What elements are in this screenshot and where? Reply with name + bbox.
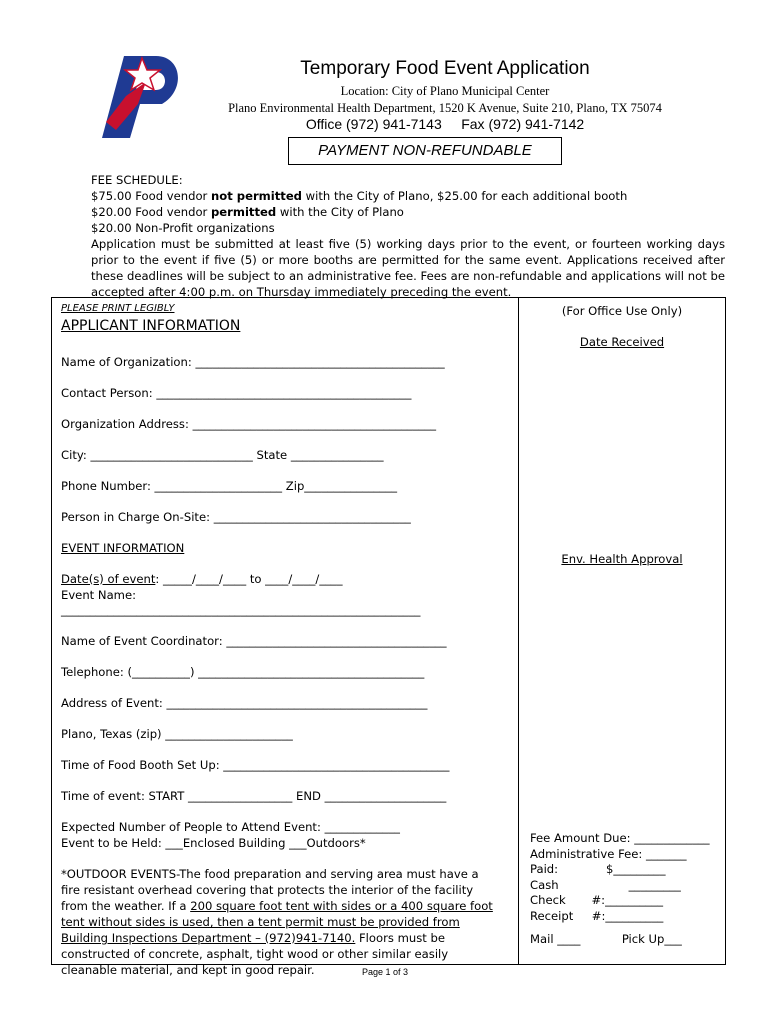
event-name-field[interactable]: ______________________________________________________________ (61, 603, 421, 617)
event-name-label: Event Name: (61, 588, 137, 602)
organization-address-field[interactable]: Organization Address: __________________________________________ (61, 417, 437, 431)
cash-field[interactable]: Cash _________ (530, 877, 681, 892)
telephone-field[interactable]: Telephone: (__________) _______________________________________ (61, 665, 425, 679)
event-time-field[interactable]: Time of event: START __________________ END _____________________ (61, 789, 447, 803)
mail-option[interactable]: Mail ____ (530, 932, 581, 946)
page-number: Page 1 of 3 (361, 967, 409, 977)
submission-deadline-note: Application must be submitted at least five (5) working days prior to the event, or fourteen working days prior to the event if five (5) or more booths are permitted for the same event. Applications received after these deadlines will be subject to an administrative fee. Fees are non-refundable and applications will not be accepted after 4:00 p.m. on Thursday immediately preceding the event. (91, 237, 725, 299)
contact-phones (0, 116, 770, 132)
organization-name-field[interactable]: Name of Organization: ___________________________________________ (61, 355, 445, 369)
department-address: Plano Environmental Health Department, 1520 K Avenue, Suite 210, Plano, TX 75074 (228, 101, 662, 115)
booth-setup-time-field[interactable]: Time of Food Booth Set Up: _______________________________________ (61, 758, 450, 772)
check-number-field[interactable]: Check #:__________ (530, 893, 664, 907)
fee-amount-due-field[interactable]: Fee Amount Due: _____________ (530, 831, 710, 845)
page-title: Temporary Food Event Application (300, 58, 590, 79)
outdoor-events-note: *OUTDOOR EVENTS-The food preparation and serving area must have a fire resistant overhead covering that protects the interior of the facility from the weather. If a 200 square foot tent with sides or a 400 square foot tent without sides is used, then a tent permit must be provided from Building Inspections Department – (972)941-7140. Floors must be constructed of concrete, asphalt, tight wood or other similar easily cleanable material, and kept in good repair. (61, 867, 493, 977)
administrative-fee-field[interactable]: Administrative Fee: _______ (530, 846, 687, 861)
office-use-heading: (For Office Use Only) (561, 304, 683, 318)
expected-attendance-field[interactable]: Expected Number of People to Attend Event: _____________ (61, 820, 400, 834)
fax-number: Fax (972) 941-7142 (461, 116, 585, 132)
city-state-field[interactable]: City: ____________________________ State ________________ (61, 448, 384, 462)
event-address-field[interactable]: Address of Event: _____________________________________________ (61, 696, 428, 710)
office-fee-block (530, 831, 710, 948)
zip-field[interactable]: Plano, Texas (zip) ______________________ (61, 727, 293, 741)
phone-zip-field[interactable]: Phone Number: ______________________ Zip________________ (61, 479, 398, 493)
env-health-approval-label: Env. Health Approval (561, 552, 683, 566)
fee-line-permitted: $20.00 Food vendor permitted with the City of Plano (91, 205, 404, 219)
fee-line-not-permitted: $75.00 Food vendor not permitted with the City of Plano, $25.00 for each additional booth (91, 189, 628, 203)
event-venue-type-field[interactable]: Event to be Held: ___Enclosed Building ___Outdoors* (61, 836, 366, 850)
person-in-charge-field[interactable]: Person in Charge On-Site: __________________________________ (61, 510, 411, 524)
date-received-label: Date Received (579, 335, 665, 349)
receipt-number-field[interactable]: Receipt #:__________ (530, 908, 664, 923)
contact-person-field[interactable]: Contact Person: ____________________________________________ (61, 386, 412, 400)
fee-schedule-heading: FEE SCHEDULE: (91, 173, 183, 187)
event-coordinator-field[interactable]: Name of Event Coordinator: ______________________________________ (61, 634, 447, 648)
office-use-divider (518, 297, 519, 965)
office-phone: Office (972) 941-7143 (305, 116, 442, 132)
delivery-method-row (530, 932, 710, 948)
event-dates-field[interactable]: Date(s) of event: _____/____/____ to ____/____/____ (61, 572, 343, 586)
location-line: Location: City of Plano Municipal Center (340, 84, 550, 98)
paid-field[interactable]: Paid: $_________ (530, 862, 666, 876)
applicant-information-heading: APPLICANT INFORMATION (61, 318, 241, 334)
pickup-option[interactable]: Pick Up___ (621, 932, 682, 946)
fee-schedule (91, 172, 725, 300)
event-information-heading: EVENT INFORMATION (61, 541, 185, 555)
fee-line-non-profit: $20.00 Non-Profit organizations (91, 221, 275, 235)
payment-non-refundable-notice: PAYMENT NON-REFUNDABLE (288, 137, 562, 165)
print-legibly-note: PLEASE PRINT LEGIBLY (61, 303, 175, 314)
